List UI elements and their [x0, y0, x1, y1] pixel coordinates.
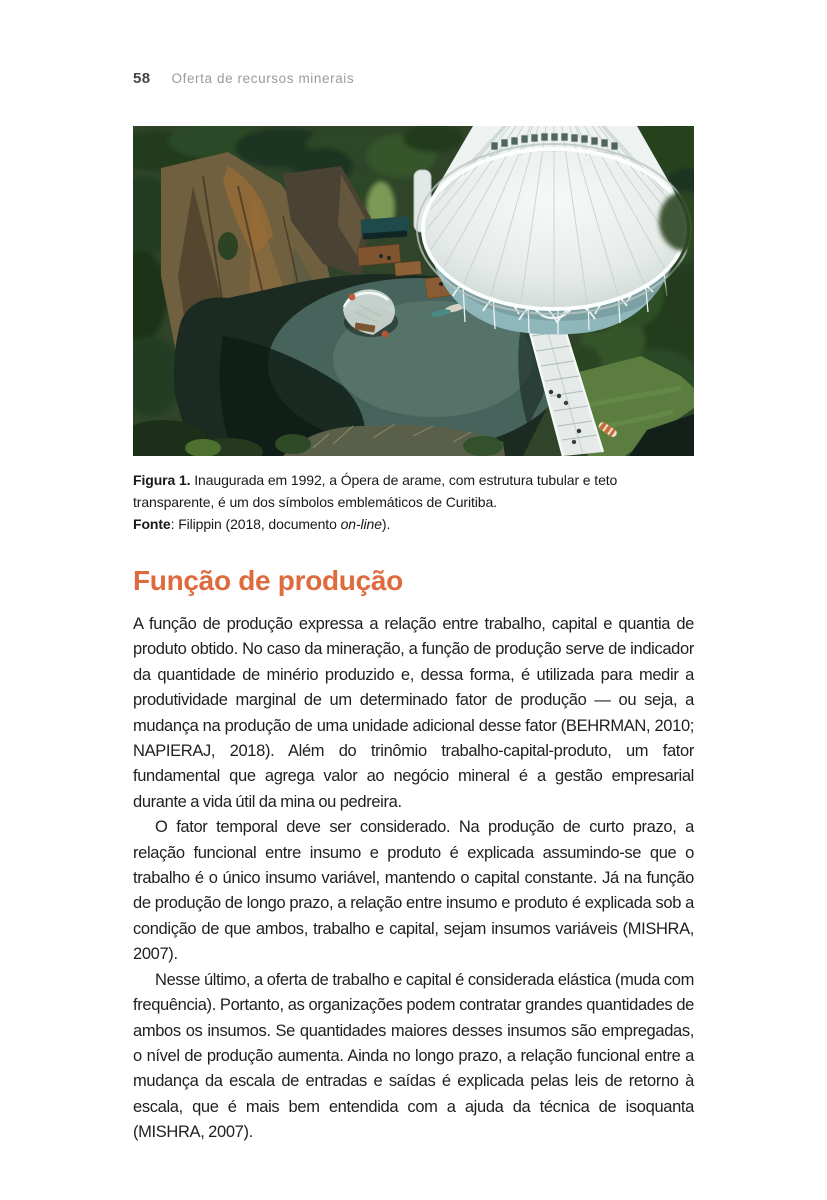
- figure-source: Fonte: Filippin (2018, documento on-line).: [133, 516, 391, 532]
- body-paragraph: A função de produção expressa a relação entre trabalho, capital e quantia de produto obtido. No caso da mineração, a função de produção serve de indicador da quantidade de minério produzido e, dessa forma, é utilizada para medir a produtividade marginal de um determinado fator de produção — ou seja, a mudança na produção de uma unidade adicional desse fator (BEHRMAN, 2010; NAPIERAJ, 2018). Além do trinômio trabalho-capital-produto, um fator fundamental que agrega valor ao negócio mineral é a gestão empresarial durante a vida útil da mina ou pedreira.: [133, 615, 694, 811]
- running-header: [133, 70, 354, 87]
- buoy: [349, 294, 356, 301]
- figure-caption: [133, 469, 694, 535]
- aerial-photo-opera-de-arame: [133, 126, 694, 456]
- running-head-title: Oferta de recursos minerais: [171, 71, 355, 86]
- body-paragraph: O fator temporal deve ser considerado. Na produção de curto prazo, a relação funcional entre insumo e produto é explicada assumindo-se que o trabalho é o único insumo variável, mantendo o capital constante. Já na função de produção de longo prazo, a relação entre insumo e produto é explicada sob a condição de que ambos, trabalho e capital, sejam insumos variáveis (MISHRA, 2007).: [133, 818, 694, 964]
- buoy: [382, 331, 389, 338]
- pedestrian: [557, 394, 561, 398]
- figure-label: Figura 1.: [133, 472, 191, 488]
- figure-1: [133, 126, 694, 535]
- pedestrian: [549, 390, 553, 394]
- figure-caption-text: Figura 1. Inaugurada em 1992, a Ópera de arame, com estrutura tubular e teto transparente, é um dos símbolos emblemáticos de Curitiba.: [133, 472, 618, 510]
- page-number: 58: [133, 70, 151, 87]
- body-paragraph: Nesse último, a oferta de trabalho e capital é considerada elástica (muda com frequência). Portanto, as organizações podem contratar grandes quantidades de ambos os insumos. Se quantidades maiores desses insumos são empregadas, o nível de produção aumenta. Ainda no longo prazo, a relação funcional entre a mudança da escala de entradas e saídas é explicada pelas leis de retorno à escala, que é mais bem entendida com a ajuda da técnica de isoquanta (MISHRA, 2007).: [133, 970, 694, 1142]
- pedestrian: [564, 401, 568, 405]
- lakeside-shed: [361, 216, 410, 239]
- body-text: [133, 612, 694, 1146]
- pedestrian: [572, 440, 576, 444]
- pedestrian: [577, 429, 581, 433]
- section-title: Função de produção: [133, 565, 403, 596]
